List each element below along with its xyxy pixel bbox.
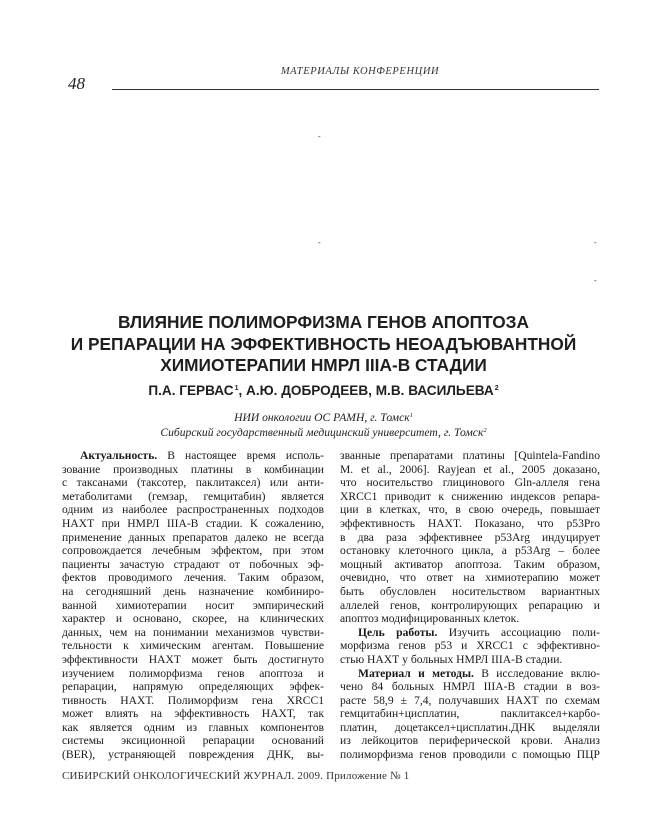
line-text: может влиять на эффективность НАХТ, так [62,707,324,721]
line-text: из лейкоцитов периферической крови. Анализ [340,734,600,748]
line-text: стью НАХТ у больных НМРЛ IIIA-B стадии. [340,652,563,666]
text-line [340,707,600,721]
line-text: эффективность НАХТ. Показано, что p53Pro [340,516,600,530]
text-line [340,531,600,545]
author-separator: , [238,383,247,398]
running-header: МАТЕРИАЛЫ КОНФЕРЕНЦИИ [280,66,440,77]
text-line [340,449,600,463]
paragraph-heading: Актуальность. [80,449,158,462]
article-title [60,312,587,377]
line-text: в два раза эффективнее p53Arg индуцирует [340,530,600,544]
line-text: ции в клетках, что, в свою очередь, повышает [340,503,600,517]
text-line [62,558,324,572]
line-text: морфизма генов p53 и XRCC1 с эффективно- [340,639,600,653]
title-line: ХИМИОТЕРАПИИ НМРЛ IIIA-B СТАДИИ [160,355,487,375]
title-line: И РЕПАРАЦИИ НА ЭФФЕКТИВНОСТЬ НЕОАДЪЮВАНТНОЙ [70,333,577,354]
text-line [62,449,324,463]
line-text: данных, чем на понимании механизмов чувстви- [62,625,324,639]
text-line [340,463,600,477]
text-line [340,571,600,585]
text-line [340,694,600,708]
text-line [340,503,600,517]
text-line [340,639,600,653]
line-text: гемцитабин+цисплатин, паклитаксел+карбо- [340,707,600,721]
author-name: М.В. ВАСИЛЬЕВА [375,383,494,398]
text-line [62,503,324,517]
affiliation-text: НИИ онкологии ОС РАМН, г. Томск [234,411,410,424]
author-name: А.Ю. ДОБРОДЕЕВ [246,383,369,398]
text-line [62,721,324,735]
line-text: полиморфизма генов проводили с помощью ПЦР [340,748,600,762]
text-line [62,734,324,748]
stray-mark: - [594,276,597,285]
stray-mark: - [318,238,321,247]
text-line [62,748,324,762]
text-line [340,626,600,640]
affiliation [60,426,587,439]
text-line [340,748,600,762]
text-line [62,626,324,640]
text-line [340,585,600,599]
line-text: званные препаратами платины [Quintela-Fandino [340,449,600,462]
paragraph-heading: Материал и методы. [358,666,474,680]
line-text: применение данных препаратов далеко не всегда [62,530,324,544]
line-text: очевидно, что ответ на химиотерапию может [340,571,600,585]
page-number: 48 [68,74,85,93]
line-text: на сегодняшний день назначение комбиниро- [62,584,324,598]
line-text: В настоящее время исполь- [157,449,324,462]
affiliation-mark: 1 [409,412,413,419]
header-rule [112,89,599,90]
line-text: расте 58,9 ± 7,4, получавших НАХТ по схемам [340,693,600,707]
line-text: тельности к химическим агентам. Повышение [62,639,324,653]
author-separator: , [368,383,376,398]
text-line [62,585,324,599]
text-line [62,653,324,667]
line-text: сопровождается лечебным эффектом, при этом [62,544,324,558]
text-line [62,531,324,545]
text-line [62,517,324,531]
text-line [340,667,600,681]
text-line [62,463,324,477]
line-text: тивность НАХТ. Полиморфизм гена XRCC1 [62,693,324,707]
text-line [62,476,324,490]
text-line [340,517,600,531]
line-text: XRCC1 приводит к снижению индексов репара- [340,489,600,503]
line-text: эффективности НАХТ может быть достигнуто [62,652,324,666]
line-text: В исследование вклю- [473,666,600,680]
body-right-column [340,449,600,762]
line-text: с таксанами (таксотер, паклитаксел) или анти- [62,476,324,490]
text-line [340,544,600,558]
text-line [62,667,324,681]
line-text: пациенты зачастую страдают от побочных эф- [62,557,324,571]
text-line [62,571,324,585]
text-line [340,599,600,613]
text-line [62,694,324,708]
line-text: быть обусловлен носительством вариантных [340,584,600,598]
author-name: П.А. ГЕРВАС [148,383,234,398]
affiliation [60,411,587,424]
text-line [340,612,600,626]
line-text: характер и основано, скорее, на клинических [62,612,324,626]
line-text: мощный активатор апоптоза. Таким образом, [340,557,600,571]
line-text: НАХТ при НМРЛ IIIA-B стадии. К сожалению, [62,516,324,530]
author-affiliation-mark: 2 [494,385,499,392]
text-line [340,653,600,667]
affiliation-text: Сибирский государственный медицинский университет, г. Томск [160,426,484,439]
line-text: аллелей генов, контролирующих репарацию и [340,598,600,612]
line-text: M. et al., 2006]. Rayjean et al., 2005 доказано, [340,462,600,476]
line-text: ванной химиотерапии носит эмпирический [62,598,324,612]
line-text: чено 84 больных НМРЛ IIIA-B стадии в воз- [340,680,600,694]
line-text: как является одним из главных компонентов [62,720,324,734]
line-text: метаболитами (гемзар, гемцитабин) является [62,489,324,503]
text-line [62,612,324,626]
text-line [62,544,324,558]
text-line [340,558,600,572]
line-text: изучением полиморфизма генов апоптоза и [62,666,324,680]
stray-mark: - [318,132,321,141]
line-text: остановку клеточного цикла, а p53Arg – более [340,544,600,558]
line-text: репарации, напрямую определяющих эффек- [62,680,324,694]
body-left-column [62,449,324,762]
text-line [62,680,324,694]
line-text: (BER), устраняющей повреждения ДНК, вы- [62,748,324,762]
line-text: платин, доцетаксел+цисплатин.ДНК выделяли [340,720,600,734]
line-text: что носительство глицинового Gln-аллеля гена [340,476,600,490]
line-text: зование производных платины в комбинации [62,462,324,476]
title-line: ВЛИЯНИЕ ПОЛИМОРФИЗМА ГЕНОВ АПОПТОЗА [118,312,529,332]
line-text: системы эксиционной репарации оснований [62,734,324,748]
text-line [340,734,600,748]
text-line [340,476,600,490]
paragraph-heading: Цель работы. [358,625,438,639]
journal-footer: СИБИРСКИЙ ОНКОЛОГИЧЕСКИЙ ЖУРНАЛ. 2009. Приложение № 1 [62,770,410,782]
text-line [340,490,600,504]
text-line [62,707,324,721]
line-text: апоптоз модифицированных клеток. [340,612,520,626]
text-line [62,490,324,504]
line-text: фектов проводимого лечения. Таким образом, [62,571,324,585]
text-line [340,680,600,694]
authors-line [60,383,587,398]
text-line [340,721,600,735]
text-line [62,599,324,613]
author-affiliation-mark: 1 [234,385,239,392]
affiliation-mark: 2 [483,427,487,434]
line-text: одним из наиболее распространенных подходов [62,503,324,517]
line-text: Изучить ассоциацию поли- [437,625,600,639]
stray-mark: - [594,238,597,247]
text-line [62,639,324,653]
